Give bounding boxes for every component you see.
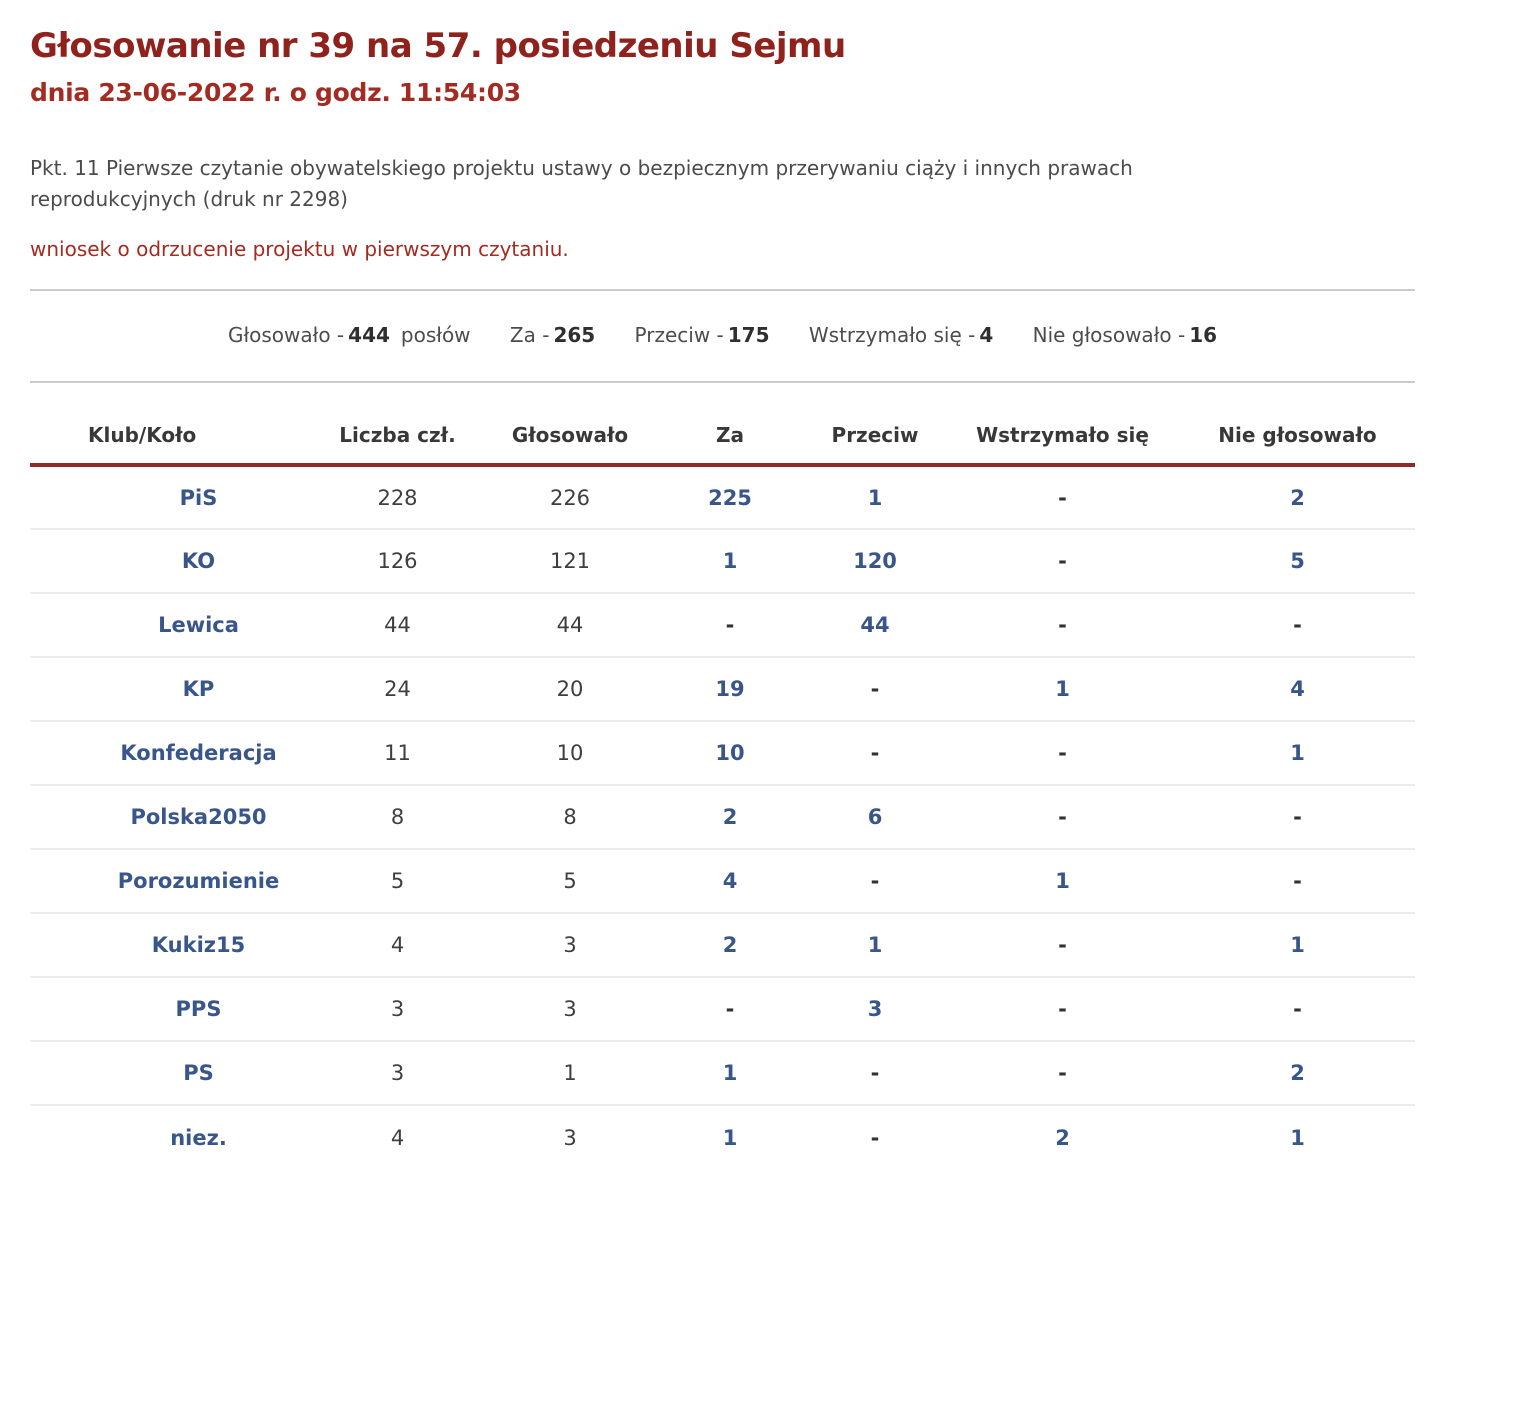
cell-przeciw[interactable]: 44 — [805, 593, 945, 657]
cell-nie_glosowalo: - — [1180, 785, 1415, 849]
club-link[interactable]: Lewica — [30, 593, 310, 657]
results-table — [30, 383, 1415, 1169]
summary-glosowalo-value: 444 — [348, 323, 390, 347]
cell-za[interactable]: 1 — [655, 529, 805, 593]
page-title: Głosowanie nr 39 na 57. posiedzeniu Sejmu — [30, 26, 846, 66]
club-link[interactable]: Porozumienie — [30, 849, 310, 913]
summary-wstrzymalo — [809, 323, 993, 347]
vote-description — [30, 153, 1415, 215]
col-header-klub-kolo: Klub/Koło — [30, 383, 310, 465]
col-header-liczba-czl: Liczba czł. — [310, 383, 485, 465]
cell-wstrzymalo: - — [945, 785, 1180, 849]
cell-voted: 226 — [485, 465, 655, 529]
cell-members: 11 — [310, 721, 485, 785]
cell-za[interactable]: 2 — [655, 913, 805, 977]
cell-wstrzymalo: - — [945, 721, 1180, 785]
table-row — [30, 1105, 1415, 1169]
club-link[interactable]: KO — [30, 529, 310, 593]
vote-description-line1: Pkt. 11 Pierwsze czytanie obywatelskiego projektu ustawy o bezpiecznym przerywaniu ciąży i innych prawach — [30, 156, 1133, 180]
cell-members: 126 — [310, 529, 485, 593]
vote-description-line2: reprodukcyjnych (druk nr 2298) — [30, 187, 348, 211]
cell-za[interactable]: 19 — [655, 657, 805, 721]
club-link[interactable]: PS — [30, 1041, 310, 1105]
club-link[interactable]: Polska2050 — [30, 785, 310, 849]
cell-voted: 5 — [485, 849, 655, 913]
club-link[interactable]: Kukiz15 — [30, 913, 310, 977]
cell-wstrzymalo[interactable]: 1 — [945, 657, 1180, 721]
cell-przeciw: - — [805, 1041, 945, 1105]
club-link[interactable]: PPS — [30, 977, 310, 1041]
table-row — [30, 1041, 1415, 1105]
club-link[interactable]: Konfederacja — [30, 721, 310, 785]
cell-voted: 3 — [485, 977, 655, 1041]
cell-voted: 44 — [485, 593, 655, 657]
summary-za — [510, 323, 595, 347]
cell-nie_glosowalo[interactable]: 1 — [1180, 721, 1415, 785]
cell-nie_glosowalo[interactable]: 1 — [1180, 1105, 1415, 1169]
cell-wstrzymalo: - — [945, 593, 1180, 657]
cell-nie_glosowalo[interactable]: 2 — [1180, 465, 1415, 529]
table-row — [30, 849, 1415, 913]
col-header-glosowalo: Głosowało — [485, 383, 655, 465]
club-link[interactable]: PiS — [30, 465, 310, 529]
cell-za[interactable]: 10 — [655, 721, 805, 785]
club-link[interactable]: niez. — [30, 1105, 310, 1169]
cell-voted: 8 — [485, 785, 655, 849]
summary-nie-glosowalo-label: Nie głosowało - — [1032, 323, 1186, 347]
results-table-body — [30, 465, 1415, 1169]
cell-nie_glosowalo: - — [1180, 593, 1415, 657]
col-header-wstrzymalo-sie: Wstrzymało się — [945, 383, 1180, 465]
cell-wstrzymalo[interactable]: 2 — [945, 1105, 1180, 1169]
table-row — [30, 657, 1415, 721]
motion-text: wniosek o odrzucenie projektu w pierwszym czytaniu. — [30, 237, 569, 261]
cell-nie_glosowalo[interactable]: 2 — [1180, 1041, 1415, 1105]
cell-nie_glosowalo[interactable]: 5 — [1180, 529, 1415, 593]
cell-za[interactable]: 225 — [655, 465, 805, 529]
cell-za[interactable]: 1 — [655, 1105, 805, 1169]
cell-members: 228 — [310, 465, 485, 529]
cell-za[interactable]: 2 — [655, 785, 805, 849]
cell-przeciw[interactable]: 3 — [805, 977, 945, 1041]
summary-wstrzymalo-label: Wstrzymało się - — [808, 323, 976, 347]
col-header-przeciw: Przeciw — [805, 383, 945, 465]
summary-glosowalo — [228, 323, 471, 347]
cell-nie_glosowalo[interactable]: 4 — [1180, 657, 1415, 721]
table-row — [30, 721, 1415, 785]
summary-nie-glosowalo-value: 16 — [1189, 323, 1218, 347]
cell-nie_glosowalo[interactable]: 1 — [1180, 913, 1415, 977]
summary-nie-glosowalo — [1033, 323, 1217, 347]
cell-nie_glosowalo: - — [1180, 849, 1415, 913]
cell-za: - — [655, 593, 805, 657]
summary-za-value: 265 — [553, 323, 596, 347]
club-link[interactable]: KP — [30, 657, 310, 721]
table-row — [30, 529, 1415, 593]
cell-voted: 3 — [485, 1105, 655, 1169]
cell-przeciw: - — [805, 849, 945, 913]
table-row — [30, 977, 1415, 1041]
cell-wstrzymalo: - — [945, 977, 1180, 1041]
cell-voted: 3 — [485, 913, 655, 977]
cell-voted: 121 — [485, 529, 655, 593]
vote-summary — [30, 291, 1415, 381]
cell-przeciw[interactable]: 1 — [805, 465, 945, 529]
cell-przeciw[interactable]: 120 — [805, 529, 945, 593]
summary-za-label: Za - — [509, 323, 550, 347]
cell-members: 3 — [310, 977, 485, 1041]
cell-za[interactable]: 1 — [655, 1041, 805, 1105]
cell-przeciw[interactable]: 1 — [805, 913, 945, 977]
summary-przeciw — [635, 323, 770, 347]
cell-members: 4 — [310, 1105, 485, 1169]
summary-przeciw-label: Przeciw - — [634, 323, 724, 347]
table-row — [30, 785, 1415, 849]
cell-przeciw: - — [805, 721, 945, 785]
summary-glosowalo-label: Głosowało - — [227, 323, 345, 347]
cell-przeciw[interactable]: 6 — [805, 785, 945, 849]
cell-members: 3 — [310, 1041, 485, 1105]
table-row — [30, 593, 1415, 657]
col-header-nie-glosowalo: Nie głosowało — [1180, 383, 1415, 465]
table-row — [30, 465, 1415, 529]
page-subtitle: dnia 23-06-2022 r. o godz. 11:54:03 — [30, 78, 521, 107]
cell-members: 8 — [310, 785, 485, 849]
table-row — [30, 913, 1415, 977]
cell-members: 4 — [310, 913, 485, 977]
cell-wstrzymalo: - — [945, 465, 1180, 529]
cell-wstrzymalo: - — [945, 529, 1180, 593]
cell-voted: 1 — [485, 1041, 655, 1105]
cell-za: - — [655, 977, 805, 1041]
cell-przeciw: - — [805, 657, 945, 721]
cell-przeciw: - — [805, 1105, 945, 1169]
summary-glosowalo-suffix: posłów — [400, 323, 471, 347]
cell-members: 24 — [310, 657, 485, 721]
cell-wstrzymalo: - — [945, 1041, 1180, 1105]
col-header-za: Za — [655, 383, 805, 465]
cell-wstrzymalo[interactable]: 1 — [945, 849, 1180, 913]
cell-voted: 20 — [485, 657, 655, 721]
cell-members: 5 — [310, 849, 485, 913]
summary-przeciw-value: 175 — [727, 323, 770, 347]
cell-nie_glosowalo: - — [1180, 977, 1415, 1041]
voting-results-page — [30, 26, 1415, 1169]
table-header-row — [30, 383, 1415, 465]
cell-voted: 10 — [485, 721, 655, 785]
cell-wstrzymalo: - — [945, 913, 1180, 977]
cell-members: 44 — [310, 593, 485, 657]
summary-wstrzymalo-value: 4 — [979, 323, 994, 347]
cell-za[interactable]: 4 — [655, 849, 805, 913]
